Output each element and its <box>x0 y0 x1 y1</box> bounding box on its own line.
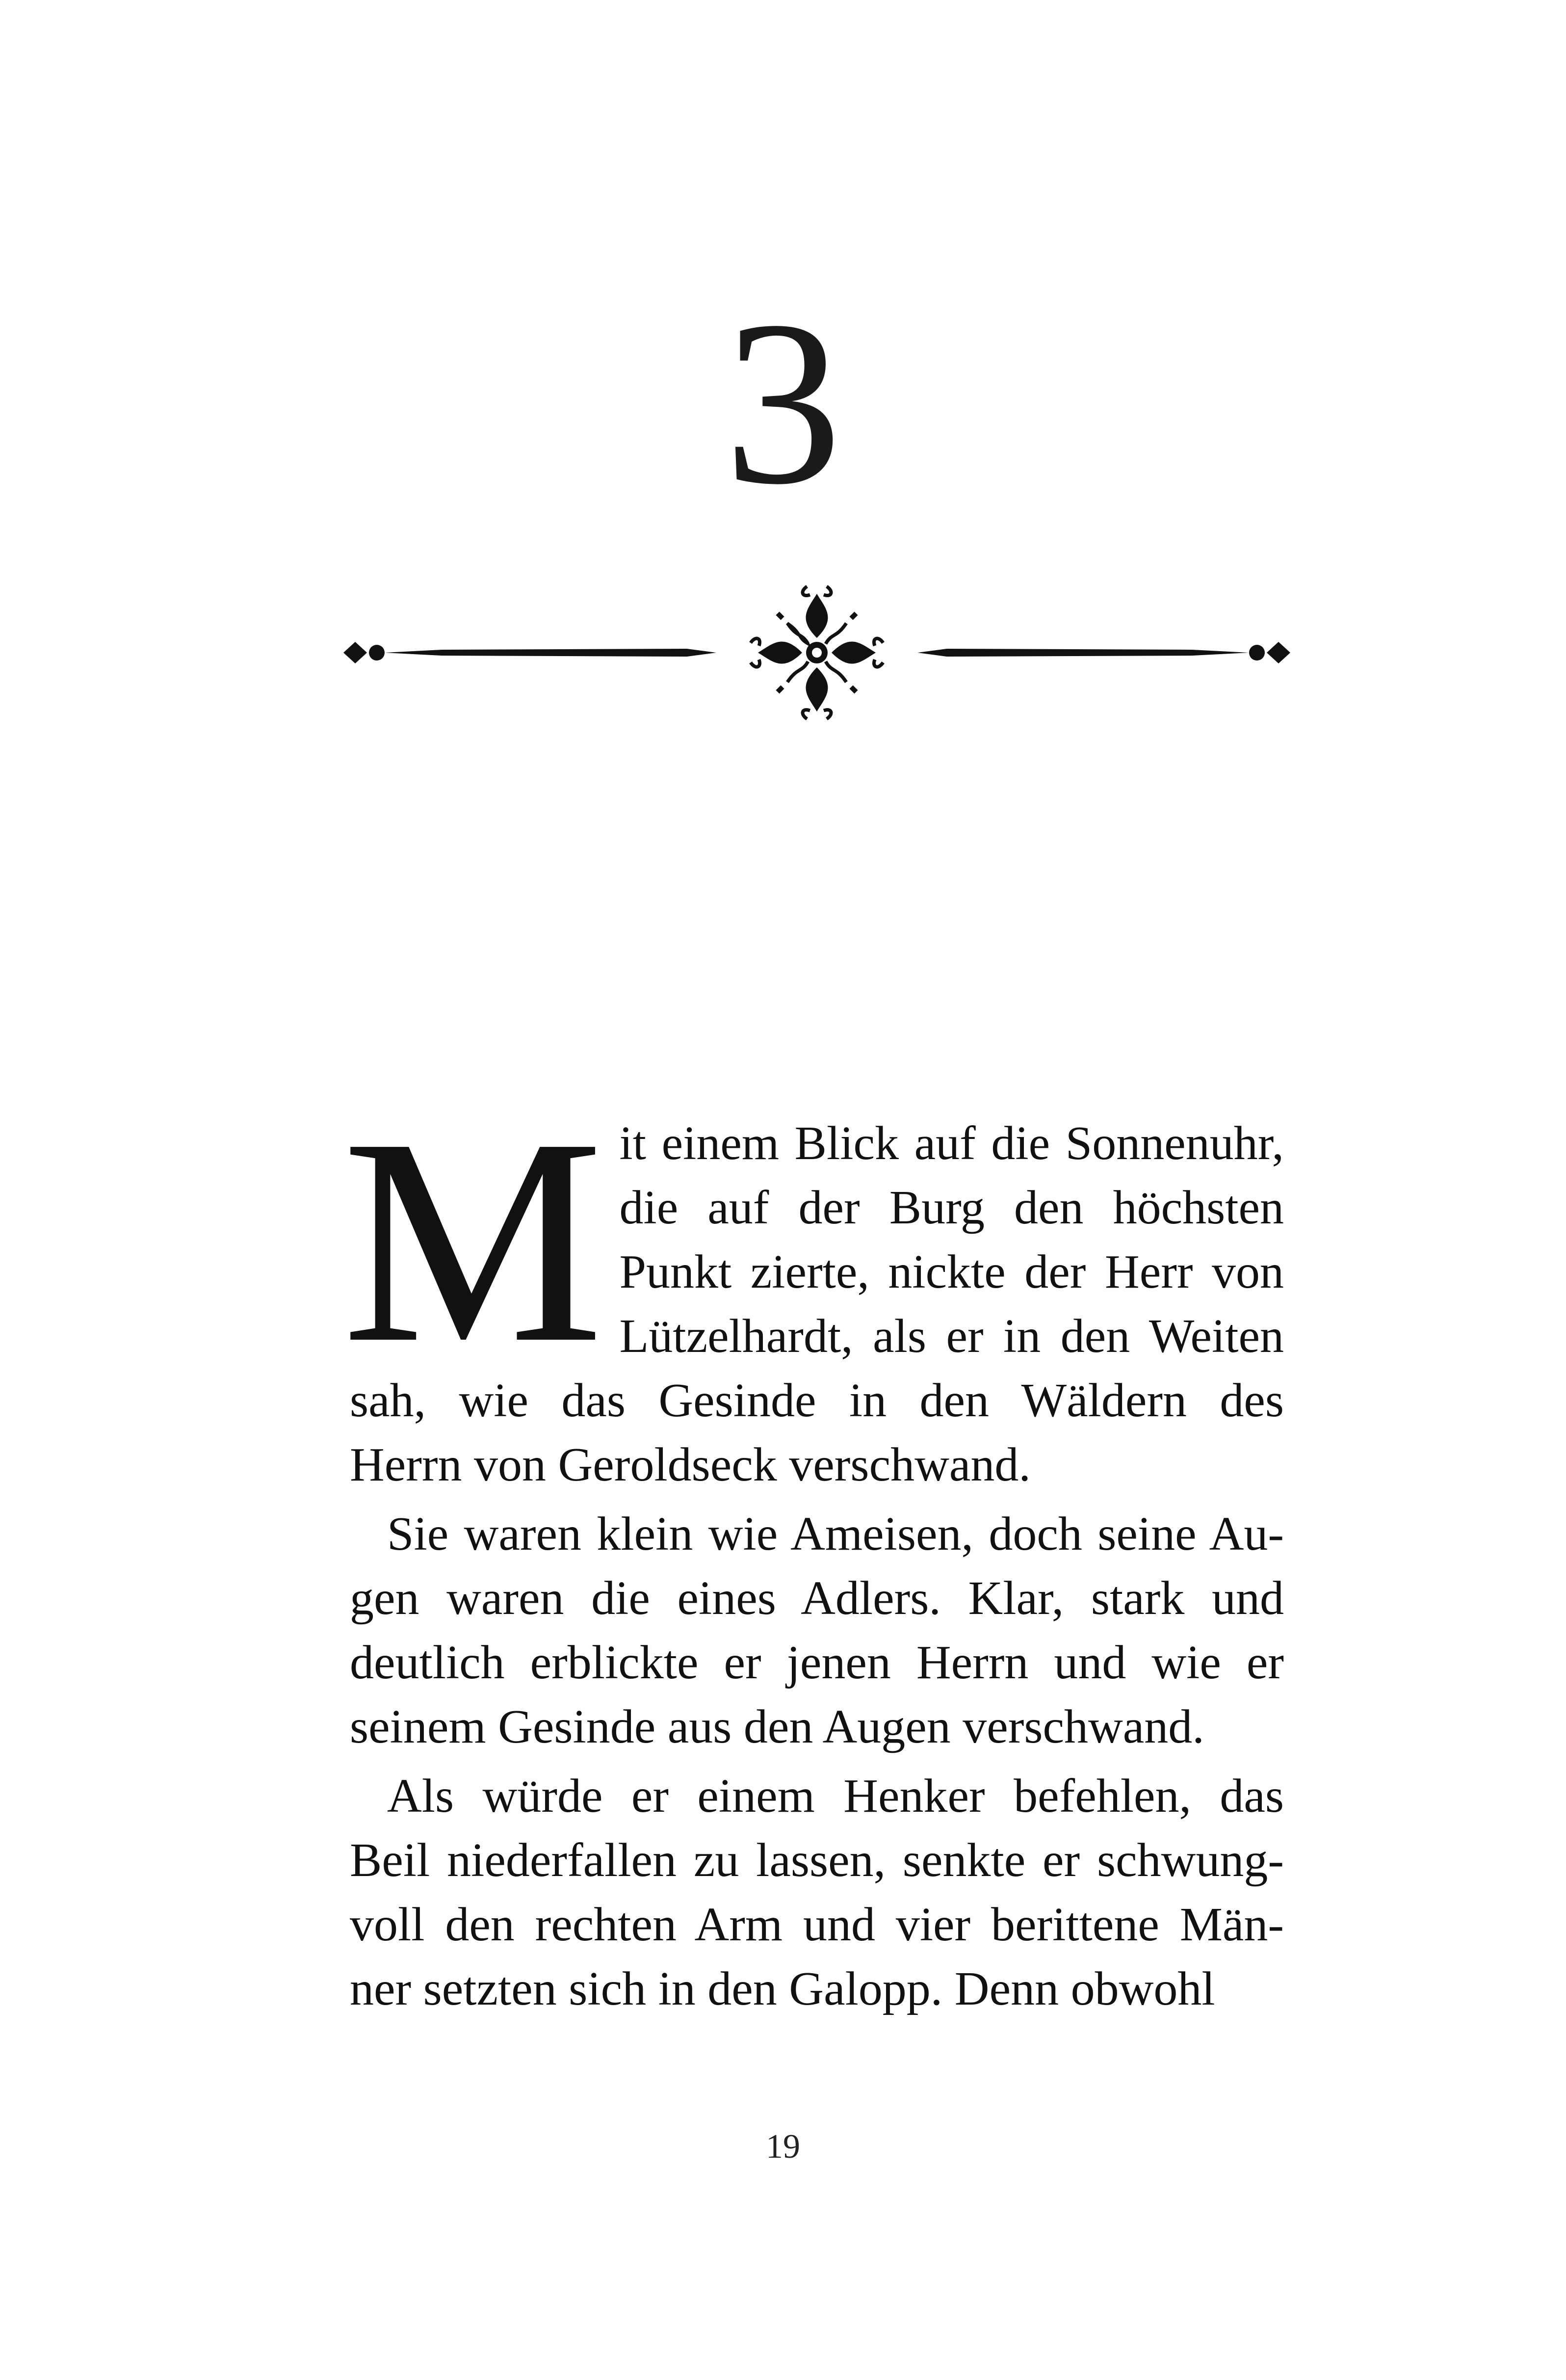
body-text <box>342 1077 1284 2026</box>
text-line: Lützelhardt, als er in den Weiten <box>619 1310 1284 1363</box>
text-line: die auf der Burg den höchsten <box>619 1181 1284 1234</box>
text-line: gen waren die eines Adlers. Klar, stark und <box>350 1572 1284 1625</box>
page-number: 19 <box>766 2128 800 2166</box>
text-line: Beil niederfallen zu lassen, senkte er schwung- <box>350 1834 1284 1887</box>
text-line: Herrn von Geroldseck verschwand. <box>350 1438 1031 1491</box>
text-line: seinem Gesinde aus den Augen verschwand. <box>350 1700 1204 1753</box>
text-line: it einem Blick auf die Sonnenuhr, <box>619 1117 1284 1170</box>
paragraph-1 <box>342 1077 1284 1497</box>
text-line: Sie waren klein wie Ameisen, doch seine Au- <box>387 1507 1284 1560</box>
paragraph-3 <box>350 1764 1284 2021</box>
text-line: ner setzten sich in den Galopp. Denn obwohl <box>350 1962 1215 2015</box>
text-line: sah, wie das Gesinde in den Wäldern des <box>350 1374 1284 1427</box>
text-line: Als würde er einem Henker befehlen, das <box>387 1770 1284 1823</box>
paragraph-2 <box>350 1502 1284 1759</box>
chapter-number: 3 <box>724 272 842 533</box>
fleuron-divider-icon <box>343 574 1290 731</box>
text-line: deutlich erblickte er jenen Herrn und wie er <box>350 1636 1284 1689</box>
drop-cap: M <box>342 1077 604 1403</box>
text-line: Punkt zierte, nickte der Herr von <box>619 1245 1284 1298</box>
text-line: voll den rechten Arm und vier berittene Män- <box>350 1898 1284 1951</box>
